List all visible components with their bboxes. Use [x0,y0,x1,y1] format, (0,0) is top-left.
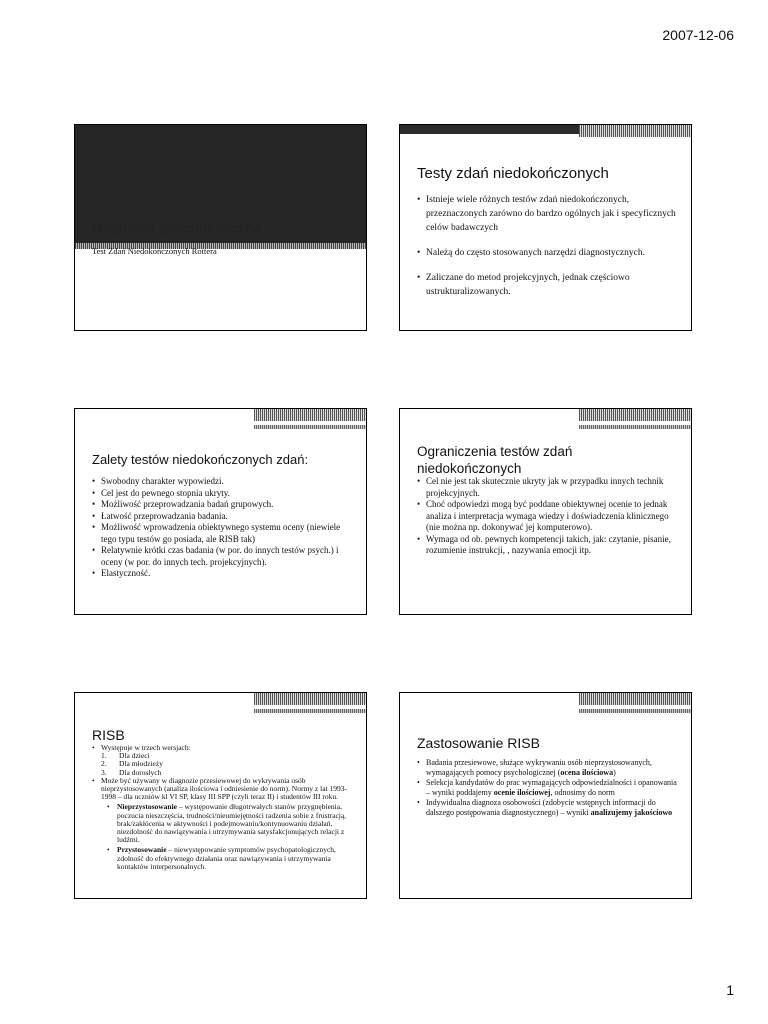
list-item: • Zaliczane do metod projekcyjnych, jednak częściowo ustrukturalizowanych. [417,271,677,299]
definition-item [101,846,352,871]
list-item: • Choć odpowiedzi mogą być poddane obiektywnej ocenie to jednak analiza i interpretacja wymaga wiedzy i doświadczenia klinicznego (nie można np. dokonywać jej komputerowo). [417,499,677,534]
bullet-text: Badania przesiewowe, służące wykrywaniu osób nieprzystosowanych, wymagających pomocy psychologicznej ( [426,758,652,777]
usage-text: Może być używany w diagnozie przesiewowej do wykrywania osób nieprzystosowanych (analiza ilościowa i odniesienie do norm). Normy z lat 1993-1998 – dla uczniów kl VI SP, klasy III SPP (czyli teraz II) i studentów III roku. [101,775,347,802]
bullet-emphasis: analizujemy jakościowo [590,808,673,817]
definition-term: Przystosowanie [117,845,167,855]
version-label: Dla dorosłych [119,767,162,777]
top-stripe [254,409,366,421]
slide-ograniczenia [399,408,692,615]
top-stripe [579,693,691,705]
list-item [417,798,677,818]
bullet-text: ) [613,768,616,777]
slide-heading: Zastosowanie RISB [417,735,540,751]
version-number: 3. [101,767,107,777]
list-item: • Wymaga od ob. pewnych kompetencji takich, jak: czytanie, pisanie, rozumienie instrukcji, , nazywania emocji itp. [417,534,677,557]
slide-risb [74,692,367,899]
list-item: • Możliwość przeprowadzania badań grupowych. [92,499,352,511]
list-item: • Należą do często stosowanych narzędzi diagnostycznych. [417,246,677,260]
list-item: • Możliwość wprowadzenia obiektywnego systemu oceny (niewiele tego typu testów go posiada, ale RISB tak) [92,522,352,545]
top-stripe [579,409,691,421]
version-label: Dla młodzieży [119,759,163,769]
bullet-text: , odnosimy do norm [550,788,615,797]
definitions-list [101,803,352,871]
bullet-list [92,476,352,580]
version-number: 1. [101,751,107,761]
definition-term: Nieprzystosowanie [117,802,177,812]
list-item: • Cel nie jest tak skutecznie ukryty jak w przypadku innych technik projekcyjnych. [417,476,677,499]
top-stripe-low [579,425,691,429]
list-item: • Relatywnie krótki czas badania (w por. do innych testów psych.) i oceny (w por. do innych tech. projekcyjnych). [92,545,352,568]
bullet-emphasis: ocena ilościowa [560,768,614,777]
slide-heading: RISB [92,727,125,743]
slide-title [74,124,367,331]
definition-text: – występowanie długotrwałych stanów przygnębienia, poczucia nieszczęścia, trudności/nieumiejętności radzenia sobie z frustracją, brak/zakłócenia w aktywności i podejmowaniu/kontynuowaniu działań, niezdolność do nawiązywania i utrzymywania satysfakcjonujących relacji z ludźmi. [117,802,347,845]
bullet-list [417,476,677,557]
page-date: 2007-12-06 [662,27,734,43]
bullet-text: Indywidualna diagnoza osobowości (zdobycie wstępnych informacji do dalszego postępowania diagnostycznego) – wyniki [426,798,656,817]
list-item [417,758,677,778]
definition-item [101,803,352,844]
bullet-list [92,744,352,871]
list-item: • Istnieje wiele różnych testów zdań niedokończonych, przeznaczonych zarówno do bardzo ogólnych jak i specyficznych celów badawczych [417,193,677,235]
list-item: • Elastyczność. [92,568,352,580]
list-item [92,744,352,777]
list-item: • Łatwość przeprowadzania badania. [92,511,352,523]
slide-heading: Diagnoza psychologiczna [92,220,263,237]
definition-text: – niewystępowanie symptomów psychopatologicznych, zdolność do efektywnego działania oraz nawiązywania i utrzymywania kontaktów interpersonalnych. [117,845,336,871]
slide-testy-zdan [399,124,692,331]
slide-zastosowanie [399,692,692,899]
top-stripe-low [254,709,366,713]
page-number: 1 [726,982,734,998]
bullet-list [417,193,677,299]
version-label: Dla dzieci [119,751,150,761]
list-item [417,778,677,798]
top-stripe [254,693,366,705]
list-item: • Cel jest do pewnego stopnia ukryty. [92,488,352,500]
list-item: • Swobodny charakter wypowiedzi. [92,476,352,488]
bullet-text: Selekcja kandydatów do prac wymagających odpowiedzialności i opanowania – wyniki poddajemy [426,778,677,797]
top-stripe [579,125,691,137]
top-stripe-low [579,709,691,713]
bullet-list [417,758,677,818]
slide-heading: Testy zdań niedokończonych [417,165,609,182]
versions-list [101,752,352,777]
versions-intro: Występuje w trzech wersjach: [101,743,191,752]
slide-zalety [74,408,367,615]
slide-heading: Ograniczenia testów zdań niedokończonych [417,444,573,476]
bullet-emphasis: ocenie ilościowej [493,788,551,797]
version-number: 2. [101,759,107,769]
list-item [92,777,352,871]
slide-subtitle: Test Zdań Niedokończonych Rottera [92,246,217,256]
slide-heading: Zalety testów niedokończonych zdań: [92,452,309,467]
top-stripe-low [254,425,366,429]
